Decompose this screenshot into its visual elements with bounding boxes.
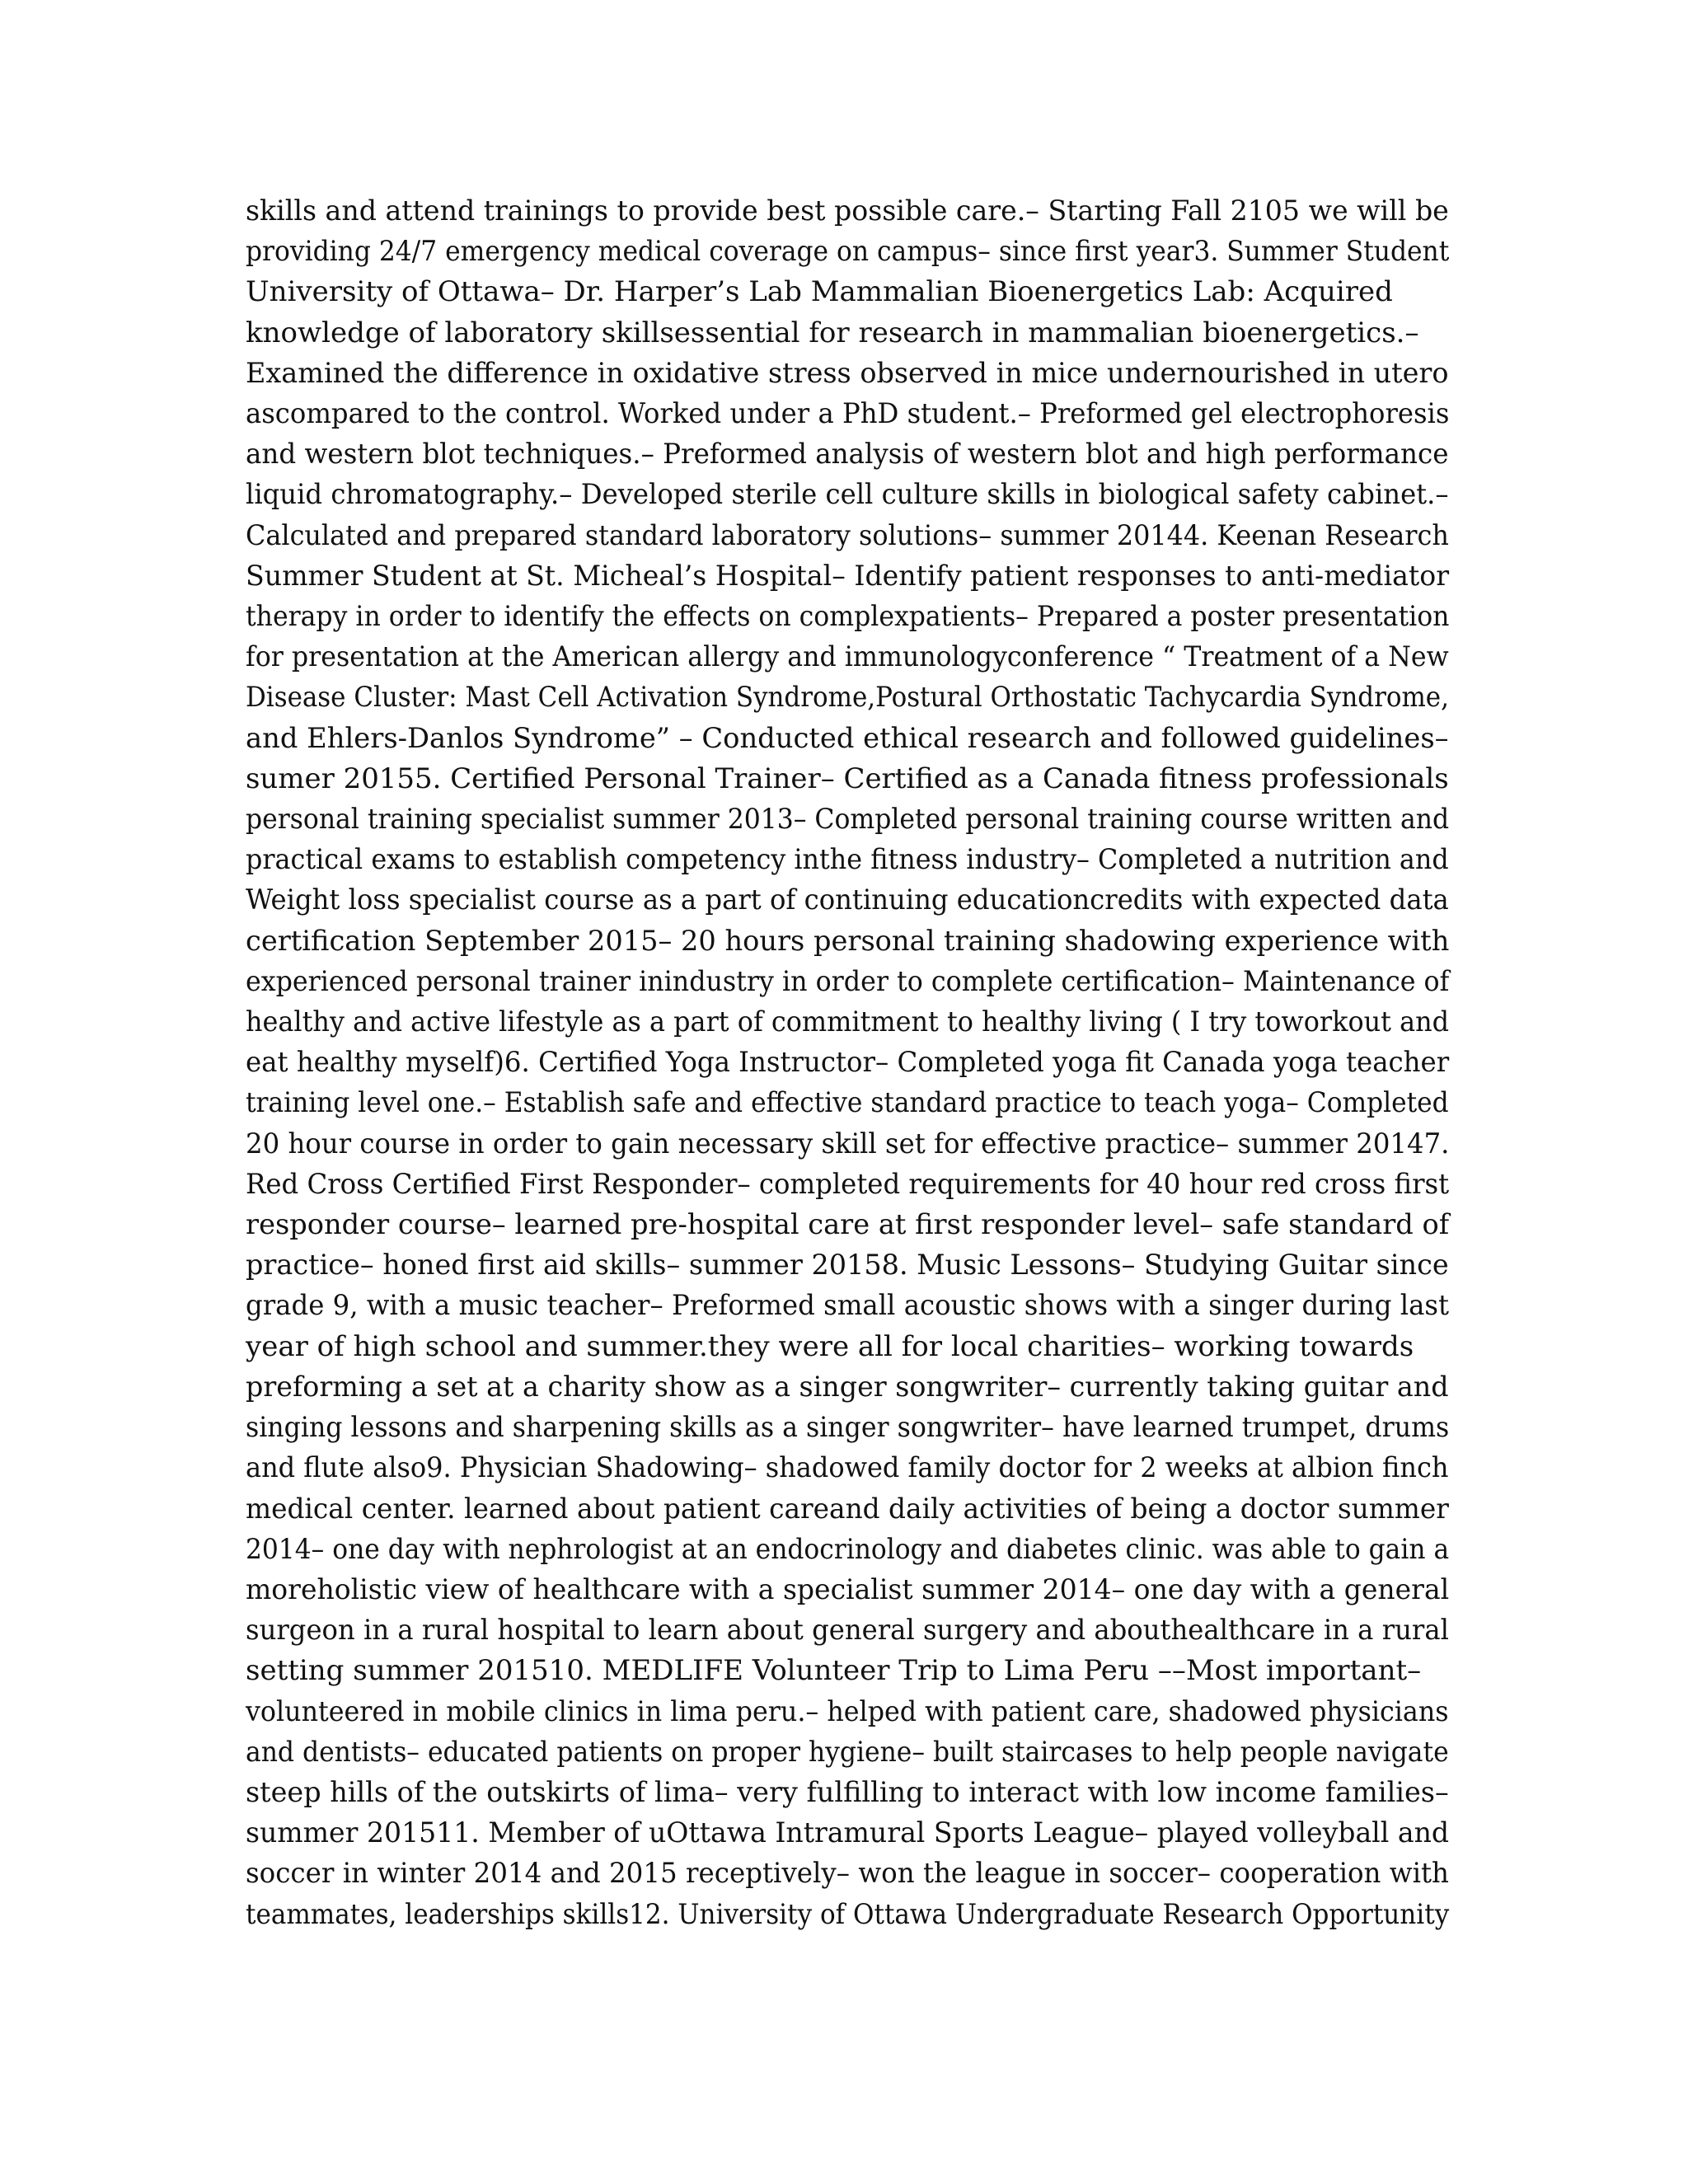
text-line: and flute also9. Physician Shadowing– shadowed family doctor for 2 weeks at albion finch [246,1451,1449,1485]
text-line: summer 201511. Member of uOttawa Intramural Sports League– played volleyball and [246,1816,1450,1850]
text-line: year of high school and summer.they were all for local charities– working towards [246,1329,1414,1363]
text-line: skills and attend trainings to provide best possible care.– Starting Fall 2105 we will be [246,194,1449,227]
text-line: therapy in order to identify the effects on complexpatients– Prepared a poster presentation [246,600,1450,634]
text-line: moreholistic view of healthcare with a specialist summer 2014– one day with a general [246,1572,1450,1606]
text-line: practical exams to establish competency inthe fitness industry– Completed a nutrition and [246,843,1449,877]
text-line: Disease Cluster: Mast Cell Activation Syndrome,Postural Orthostatic Tachycardia Syndrome, [246,681,1449,715]
text-line: medical center. learned about patient careand daily activities of being a doctor summer [246,1492,1449,1526]
text-line: 2014– one day with nephrologist at an endocrinology and diabetes clinic. was able to gain a [246,1532,1450,1566]
text-line: knowledge of laboratory skillsessential for research in mammalian bioenergetics.– [246,316,1419,349]
text-line: preforming a set at a charity show as a singer songwriter– currently taking guitar and [246,1370,1449,1404]
text-line: surgeon in a rural hospital to learn about general surgery and abouthealthcare in a rural [246,1614,1449,1647]
text-line: providing 24/7 emergency medical coverage on campus– since first year3. Summer Student [246,235,1450,269]
body-text [246,191,1449,1935]
text-line: and dentists– educated patients on proper hygiene– built staircases to help people navigate [246,1735,1449,1769]
text-line: practice– honed first aid skills– summer 20158. Music Lessons– Studying Guitar since [246,1249,1449,1282]
text-line: sumer 20155. Certified Personal Trainer– Certified as a Canada fitness professionals [246,762,1449,795]
text-line: healthy and active lifestyle as a part of commitment to healthy living ( I try toworkout and [246,1005,1450,1039]
text-line: certification September 2015– 20 hours personal training shadowing experience with [246,924,1450,958]
text-line: and Ehlers-Danlos Syndrome” – Conducted ethical research and followed guidelines– [246,721,1449,755]
text-line: grade 9, with a music teacher– Preformed small acoustic shows with a singer during last [246,1289,1450,1323]
text-line: for presentation at the American allergy and immunologyconference “ Treatment of a New [246,640,1449,674]
text-line: Weight loss specialist course as a part of continuing educationcredits with expected data [246,883,1449,917]
text-line: singing lessons and sharpening skills as a singer songwriter– have learned trumpet, drums [246,1411,1450,1445]
text-line: soccer in winter 2014 and 2015 receptively– won the league in soccer– cooperation with [246,1857,1449,1891]
text-line: ascompared to the control. Worked under a PhD student.– Preformed gel electrophoresis [246,397,1450,431]
text-line: liquid chromatography.– Developed sterile cell culture skills in biological safety cabinet.– [246,478,1449,512]
text-line: University of Ottawa– Dr. Harper’s Lab Mammalian Bioenergetics Lab: Acquired [246,275,1393,309]
text-line: steep hills of the outskirts of lima– very fulfilling to interact with low income families– [246,1775,1449,1809]
text-line: Summer Student at St. Micheal’s Hospital– Identify patient responses to anti-mediator [246,559,1450,593]
text-line: setting summer 201510. MEDLIFE Volunteer Trip to Lima Peru ––Most important– [246,1654,1422,1688]
text-line: and western blot techniques.– Preformed analysis of western blot and high performance [246,438,1449,471]
text-line: Examined the difference in oxidative stress observed in mice undernourished in utero [246,356,1449,390]
text-line: Calculated and prepared standard laboratory solutions– summer 20144. Keenan Research [246,518,1449,552]
text-line: eat healthy myself)6. Certified Yoga Instructor– Completed yoga fit Canada yoga teacher [246,1046,1450,1080]
text-line: 20 hour course in order to gain necessary skill set for effective practice– summer 20147. [246,1127,1450,1160]
text-line: Red Cross Certified First Responder– completed requirements for 40 hour red cross first [246,1167,1450,1201]
text-line: personal training specialist summer 2013– Completed personal training course written and [246,803,1450,837]
text-line: responder course– learned pre-hospital care at first responder level– safe standard of [246,1208,1450,1242]
text-line: volunteered in mobile clinics in lima peru.– helped with patient care, shadowed physicians [246,1694,1449,1728]
text-line: teammates, leaderships skills12. University of Ottawa Undergraduate Research Opportunity [246,1897,1450,1931]
text-line: experienced personal trainer inindustry in order to complete certification– Maintenance of [246,964,1450,998]
text-line: training level one.– Establish safe and effective standard practice to teach yoga– Completed [246,1086,1449,1120]
